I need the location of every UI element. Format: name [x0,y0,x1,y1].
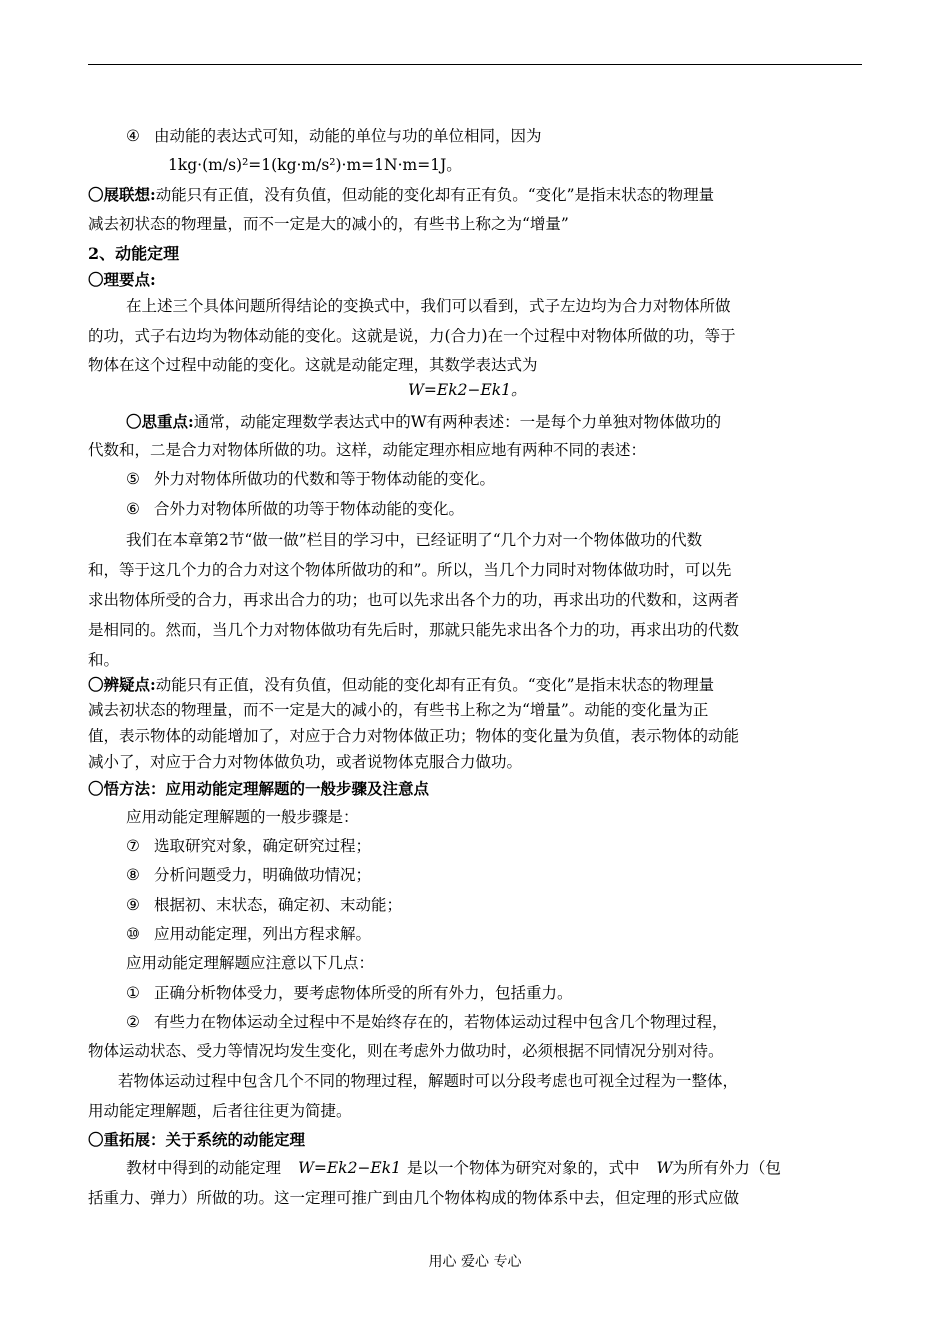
para-b: 若物体运动过程中包含几个不同的物理过程，解题时可以分段考虑也可视全过程为一整体， [118,1072,739,1090]
step-7: ⑦ 选取研究对象，确定研究过程； [126,837,372,855]
item-4: ④ 由动能的表达式可知，动能的单位与功的单位相同，因为 [126,127,542,145]
notes-intro: 应用动能定理解题应注意以下几点： [126,954,375,972]
para-a: 我们在本章第2节“做一做”栏目的学习中，已经证明了“几个力对一个物体做功的代数 [126,531,703,549]
zhong-paragraph: 教材中得到的动能定理 W=Ek2−Ek1 是以一个物体为研究对象的，式中 W为所有外力（包 [126,1159,781,1177]
wu-title: 〇悟方法：应用动能定理解题的一般步骤及注意点 [88,779,430,798]
unit-formula: 1kg·(m/s)²=1(kg·m/s²)·m=1N·m=1J。 [168,156,462,174]
item-6: ⑥ 合外力对物体所做的功等于物体动能的变化。 [126,500,465,518]
steps-intro: 应用动能定理解题的一般步骤是： [126,808,359,826]
step-10: ⑩ 应用动能定理，列出方程求解。 [126,925,372,943]
note-2: ② 有些力在物体运动全过程中不是始终存在的，若物体运动过程中包含几个物理过程， [126,1013,728,1031]
zhan-label: 〇展联想: [88,185,156,204]
step-9: ⑨ 根据初、末状态，确定初、末动能； [126,896,403,914]
li-paragraph: 在上述三个具体问题所得结论的变换式中，我们可以看到，式子左边均为合力对物体所做 [126,297,731,315]
li-label: 〇理要点: [88,270,156,289]
page-footer: 用心 爱心 专心 [428,1254,522,1270]
si-paragraph: 〇思重点:通常，动能定理数学表达式中的W有两种表述：一是每个力单独对物体做功的 [126,412,722,431]
theorem-formula: W=Ek2−Ek1。 [408,381,527,399]
bian-block: 〇辨疑点:动能只有正值，没有负值，但动能的变化却有正有负。“变化”是指末状态的物理量 [88,675,715,694]
step-8: ⑧ 分析问题受力，明确做功情况； [126,866,372,884]
zhong-title: 〇重拓展：关于系统的动能定理 [88,1130,306,1149]
header-rule [88,64,862,65]
note-1: ① 正确分析物体受力，要考虑物体所受的所有外力，包括重力。 [126,984,573,1002]
item-5: ⑤ 外力对物体所做功的代数和等于物体动能的变化。 [126,470,496,488]
section-title: 2、动能定理 [88,244,180,263]
